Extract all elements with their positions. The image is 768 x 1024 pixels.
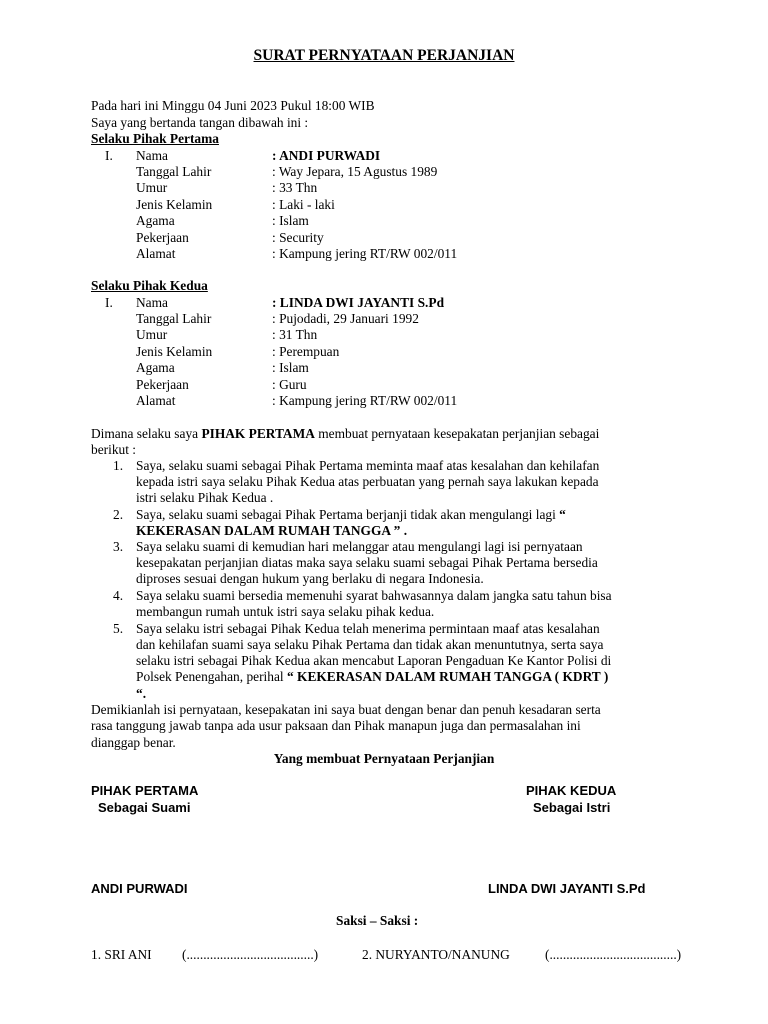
point-line bbox=[136, 507, 566, 523]
point-line: Saya selaku suami bersedia memenuhi syarat bahwasannya dalam jangka satu tahun bisa bbox=[136, 588, 612, 603]
witness-2-signature-line: (......................................) bbox=[545, 947, 682, 962]
point-line bbox=[136, 669, 608, 685]
point-bold: “ KEKERASAN DALAM RUMAH TANGGA ( KDRT ) bbox=[286, 669, 609, 684]
field-label: Alamat bbox=[136, 393, 176, 408]
field-label: Pekerjaan bbox=[136, 230, 189, 245]
witness-1-signature-line: (......................................) bbox=[182, 947, 319, 962]
field-label: Tanggal Lahir bbox=[136, 311, 212, 326]
made-by-heading: Yang membuat Pernyataan Perjanjian bbox=[273, 751, 495, 766]
statement-pre: Dimana selaku saya bbox=[91, 426, 202, 441]
closing-line: rasa tanggung jawab tanpa ada usur paksaan dan Pihak manapun juga dan permasalahan ini bbox=[91, 718, 581, 733]
field-label: Pekerjaan bbox=[136, 377, 189, 392]
field-label: Tanggal Lahir bbox=[136, 164, 212, 179]
sign-right-sub: Sebagai Istri bbox=[533, 800, 611, 815]
field-label: Agama bbox=[136, 360, 175, 375]
statement-line-2: berikut : bbox=[91, 442, 136, 457]
field-value: : Guru bbox=[272, 377, 307, 392]
point-line: Saya, selaku suami sebagai Pihak Pertama meminta maaf atas kesalahan dan kehilafan bbox=[136, 458, 600, 473]
point-number: 1. bbox=[113, 458, 124, 473]
closing-line: dianggap benar. bbox=[91, 735, 176, 750]
point-number: 3. bbox=[113, 539, 124, 554]
field-value: : Way Jepara, 15 Agustus 1989 bbox=[272, 164, 438, 179]
field-label: Agama bbox=[136, 213, 175, 228]
point-line: istri selaku Pihak Kedua . bbox=[136, 490, 274, 505]
field-value: : Kampung jering RT/RW 002/011 bbox=[272, 393, 458, 408]
document-title: SURAT PERNYATAAN PERJANJIAN bbox=[253, 47, 515, 64]
witness-2-name: 2. NURYANTO/NANUNG bbox=[362, 947, 510, 962]
point-line: Saya selaku istri sebagai Pihak Kedua telah menerima permintaan maaf atas kesalahan bbox=[136, 621, 600, 636]
field-value: : 31 Thn bbox=[272, 327, 318, 342]
field-label: Nama bbox=[136, 148, 168, 163]
field-value: : ANDI PURWADI bbox=[272, 148, 381, 163]
field-value: : Pujodadi, 29 Januari 1992 bbox=[272, 311, 419, 326]
point-quote: “ bbox=[559, 507, 566, 522]
pihak-kedua-roman: I. bbox=[105, 295, 113, 310]
point-line: kesepakatan perjanjian diatas maka saya selaku suami sebagai Pihak Pertama bersedia bbox=[136, 555, 598, 570]
witness-heading: Saksi – Saksi : bbox=[336, 913, 419, 928]
point-line: dan kehilafan suami saya selaku Pihak Pertama dan tidak akan menuntutnya, serta saya bbox=[136, 637, 604, 652]
field-value: : Islam bbox=[272, 213, 309, 228]
field-label: Nama bbox=[136, 295, 168, 310]
field-value: : Security bbox=[272, 230, 324, 245]
point-line: Saya selaku suami di kemudian hari melanggar atau mengulangi lagi isi pernyataan bbox=[136, 539, 583, 554]
field-value: : Laki - laki bbox=[272, 197, 335, 212]
point-line: membangun rumah untuk istri saya selaku pihak kedua. bbox=[136, 604, 435, 619]
statement-line-1 bbox=[91, 426, 599, 442]
sign-left-title: PIHAK PERTAMA bbox=[91, 783, 199, 798]
statement-post: membuat pernyataan kesepakatan perjanjian sebagai bbox=[314, 426, 600, 441]
pihak-pertama-heading: Selaku Pihak Pertama bbox=[91, 131, 219, 146]
witness-1-name: 1. SRI ANI bbox=[91, 947, 152, 962]
pihak-kedua-heading: Selaku Pihak Kedua bbox=[91, 278, 208, 293]
field-value: : 33 Thn bbox=[272, 180, 318, 195]
point-number: 2. bbox=[113, 507, 124, 522]
point-number: 4. bbox=[113, 588, 124, 603]
field-label: Umur bbox=[136, 180, 168, 195]
statement-bold: PIHAK PERTAMA bbox=[201, 426, 315, 441]
closing-line: Demikianlah isi pernyataan, kesepakatan ini saya buat dengan benar dan penuh kesadaran serta bbox=[91, 702, 601, 717]
point-text: Saya, selaku suami sebagai Pihak Pertama berjanji tidak akan mengulangi lagi bbox=[136, 507, 560, 522]
point-bold-line: “. bbox=[136, 686, 147, 701]
sign-left-name: ANDI PURWADI bbox=[91, 881, 188, 896]
sign-right-name: LINDA DWI JAYANTI S.Pd bbox=[488, 881, 646, 896]
pihak-pertama-roman: I. bbox=[105, 148, 113, 163]
field-label: Alamat bbox=[136, 246, 176, 261]
point-number: 5. bbox=[113, 621, 124, 636]
sign-right-title: PIHAK KEDUA bbox=[526, 783, 617, 798]
field-label: Jenis Kelamin bbox=[136, 197, 213, 212]
point-line: kepada istri saya selaku Pihak Kedua atas perbuatan yang pernah saya lakukan kepada bbox=[136, 474, 599, 489]
point-bold-line: KEKERASAN DALAM RUMAH TANGGA ” . bbox=[136, 523, 408, 538]
intro-line-2: Saya yang bertanda tangan dibawah ini : bbox=[91, 115, 309, 130]
intro-line-1: Pada hari ini Minggu 04 Juni 2023 Pukul 18:00 WIB bbox=[91, 98, 375, 113]
point-line: selaku istri sebagai Pihak Kedua akan mencabut Laporan Pengaduan Ke Kantor Polisi di bbox=[136, 653, 612, 668]
field-value: : Perempuan bbox=[272, 344, 340, 359]
field-label: Umur bbox=[136, 327, 168, 342]
point-line: diproses sesuai dengan hukum yang berlaku di negara Indonesia. bbox=[136, 571, 484, 586]
sign-left-sub: Sebagai Suami bbox=[98, 800, 191, 815]
field-value: : LINDA DWI JAYANTI S.Pd bbox=[272, 295, 445, 310]
field-value: : Kampung jering RT/RW 002/011 bbox=[272, 246, 458, 261]
point-text: Polsek Penengahan, perihal bbox=[136, 669, 287, 684]
field-label: Jenis Kelamin bbox=[136, 344, 213, 359]
field-value: : Islam bbox=[272, 360, 309, 375]
